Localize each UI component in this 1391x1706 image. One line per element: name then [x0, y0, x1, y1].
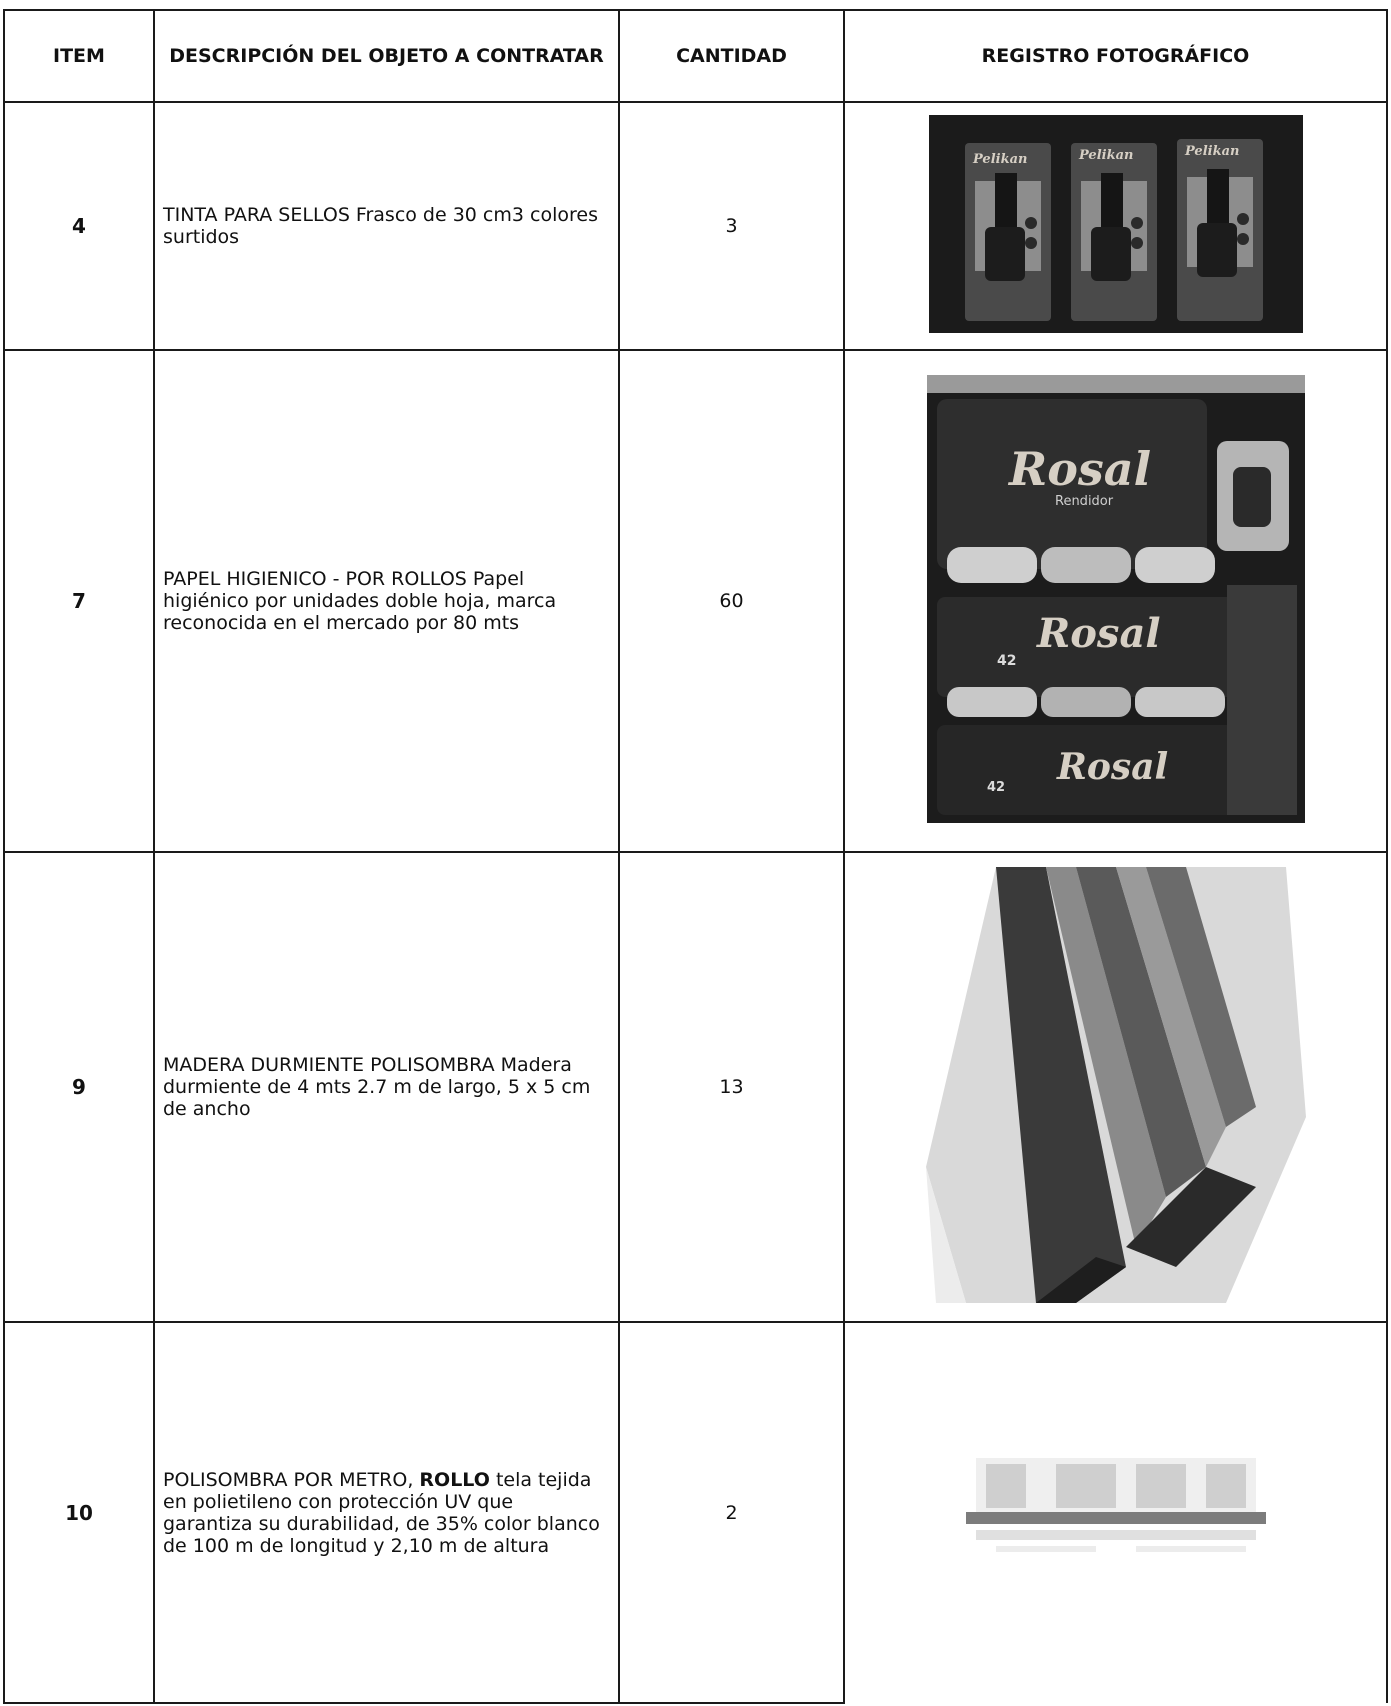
brand-label: Rosal [1056, 746, 1168, 788]
header-item: ITEM [4, 10, 154, 102]
header-photo: REGISTRO FOTOGRÁFICO [844, 10, 1387, 102]
description-text: tela tejida en polietileno con protección UV que garantiza su durabilidad, de 35% color blanco de 100 m de longitud y 2,10 m de altura [163, 1468, 600, 1557]
brand-label: Rosal [1036, 610, 1161, 657]
header-row [4, 10, 1387, 102]
item-number: 9 [4, 852, 154, 1322]
description-text: POLISOMBRA POR METRO, [163, 1468, 420, 1491]
ink-bottles-photo [929, 115, 1303, 333]
table-row [4, 852, 1387, 1322]
item-number: 4 [4, 102, 154, 350]
table-row [4, 350, 1387, 852]
shade-net-roll-photo [956, 1446, 1276, 1576]
items-table [3, 9, 1388, 1704]
table-row [4, 1322, 1387, 1703]
brand-label: Rosal [1008, 442, 1151, 496]
description-emphasis: ROLLO [419, 1468, 490, 1491]
brand-label: Pelikan [1184, 144, 1239, 159]
item-description: MADERA DURMIENTE POLISOMBRA Madera durmiente de 4 mts 2.7 m de largo, 5 x 5 cm de ancho [154, 852, 619, 1322]
table-row [4, 102, 1387, 350]
header-quantity: CANTIDAD [619, 10, 844, 102]
item-photo-cell [844, 1322, 1387, 1703]
item-description [154, 1322, 619, 1703]
item-number: 10 [4, 1322, 154, 1703]
item-photo-cell [844, 102, 1387, 350]
item-description: PAPEL HIGIENICO - POR ROLLOS Papel higiénico por unidades doble hoja, marca reconocida en el mercado por 80 mts [154, 350, 619, 852]
item-number: 7 [4, 350, 154, 852]
item-quantity: 13 [619, 852, 844, 1322]
item-quantity: 60 [619, 350, 844, 852]
header-description: DESCRIPCIÓN DEL OBJETO A CONTRATAR [154, 10, 619, 102]
count-label: 42 [986, 780, 1005, 795]
item-quantity: 2 [619, 1322, 844, 1703]
item-description: TINTA PARA SELLOS Frasco de 30 cm3 colores surtidos [154, 102, 619, 350]
item-photo-cell [844, 350, 1387, 852]
wood-beams-photo [926, 867, 1306, 1303]
item-photo-cell [844, 852, 1387, 1322]
brand-label: Pelikan [1078, 148, 1133, 163]
toilet-paper-photo [927, 375, 1305, 823]
item-quantity: 3 [619, 102, 844, 350]
product-label: Rendidor [1054, 494, 1113, 509]
count-label: 42 [996, 653, 1016, 669]
brand-label: Pelikan [972, 152, 1027, 167]
